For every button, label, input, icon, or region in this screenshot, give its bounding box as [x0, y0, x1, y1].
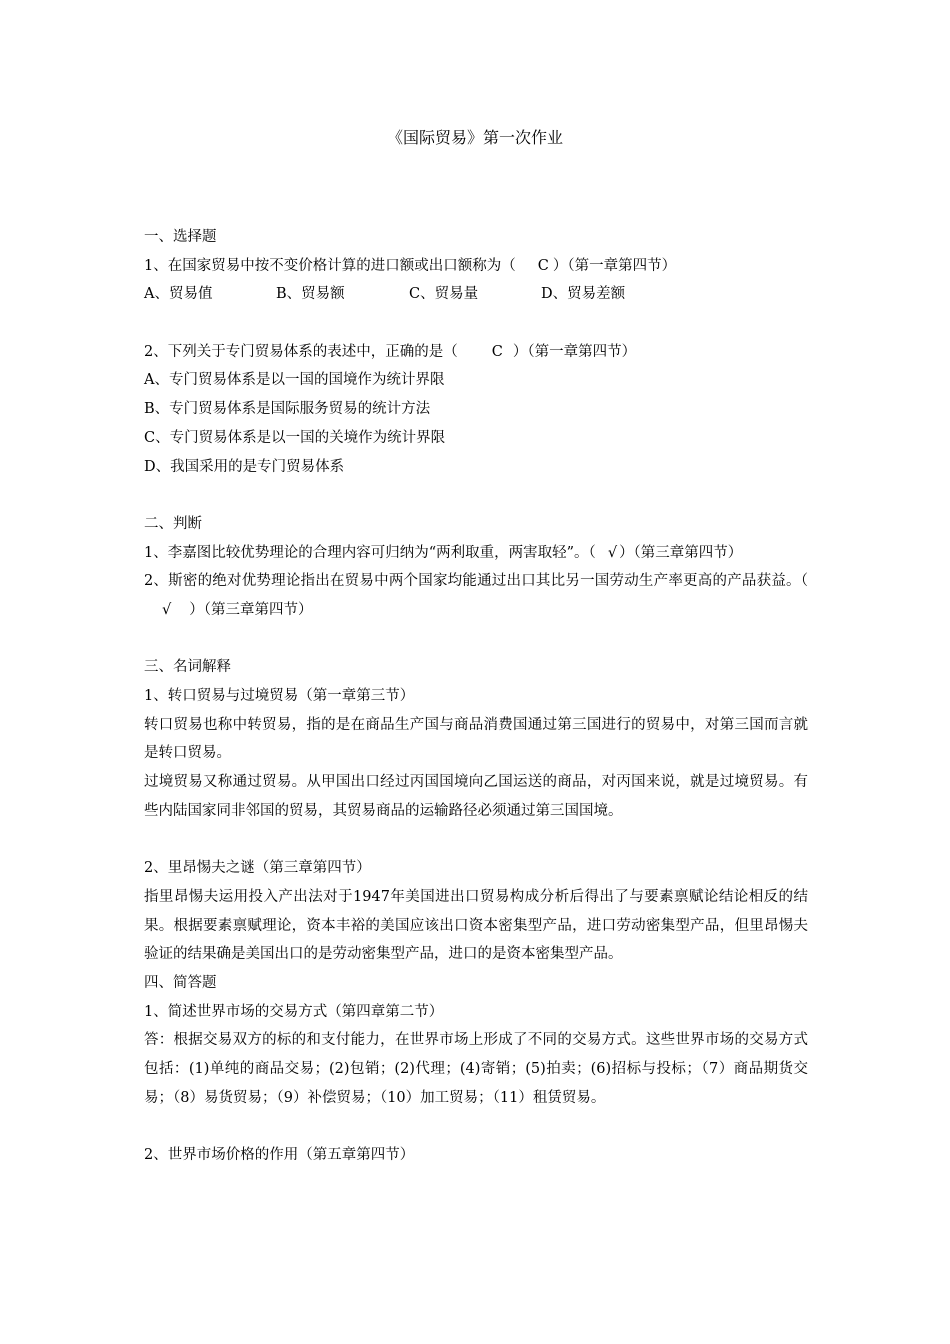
option-a: A、贸易值: [144, 286, 213, 303]
short-question-title: 1、简述世界市场的交易方式（第四章第二节）: [144, 1003, 444, 1020]
answer-text: C: [537, 257, 549, 274]
question-choice-1: [144, 252, 808, 281]
question-stem: 2、斯密的绝对优势理论指出在贸易中两个国家均能通过出口其比另一国劳动生产率更高的产品获益。（: [144, 573, 808, 590]
question-stem: 1、李嘉图比较优势理论的合理内容可归纳为“两利取重，两害取轻”。（: [144, 544, 596, 561]
question-source: ）（第一章第四节）: [552, 257, 677, 274]
term-title: 2、里昂惕夫之谜（第三章第四节）: [144, 860, 371, 877]
option-d: D、贸易差额: [541, 286, 626, 303]
question-judge-2: [144, 567, 808, 624]
answer-text: √: [162, 601, 172, 618]
short-question-title: 2、世界市场价格的作用（第五章第四节）: [144, 1147, 415, 1164]
options-row: [144, 280, 808, 309]
document-body: [144, 223, 808, 1170]
option-b: B、贸易额: [276, 286, 345, 303]
section-heading-choice: 一、选择题: [144, 229, 217, 245]
question-source: ）（第一章第四节）: [512, 343, 637, 360]
term-paragraph: 转口贸易也称中转贸易，指的是在商品生产国与商品消费国通过第三国进行的贸易中，对第三国而言就是转口贸易。: [144, 716, 808, 762]
term-paragraph: 过境贸易又称通过贸易。从甲国出口经过丙国国境向乙国运送的商品，对丙国来说，就是过境贸易。有些内陆国家同非邻国的贸易，其贸易商品的运输路径必须通过第三国国境。: [144, 774, 808, 819]
term-title: 1、转口贸易与过境贸易（第一章第三节）: [144, 688, 415, 705]
question-source: ）（第三章第四节）: [619, 544, 743, 561]
option-a: A、专门贸易体系是以一国的国境作为统计界限: [144, 372, 445, 389]
document-title: 《国际贸易》第一次作业: [386, 128, 563, 147]
section-heading-terms: 三、名词解释: [144, 659, 231, 676]
short-answer-paragraph: 答：根据交易双方的标的和支付能力，在世界市场上形成了不同的交易方式。这些世界市场的交易方式包括：(1)单纯的商品交易；(2)包销；(2)代理；(4)寄销；(5)拍卖；(6)招标与投标；（7）商品期货交易；（8）易货贸易；（9）补偿贸易；（10）加工贸易；（11）租赁贸易。: [144, 1032, 808, 1106]
option-b: B、专门贸易体系是国际服务贸易的统计方法: [144, 401, 431, 418]
option-c: C、贸易量: [409, 286, 479, 303]
question-stem: 2、下列关于专门贸易体系的表述中，正确的是（: [144, 343, 458, 360]
option-c: C、专门贸易体系是以一国的关境作为统计界限: [144, 429, 446, 446]
section-heading-short: 四、简答题: [144, 975, 217, 992]
answer-text: √: [607, 544, 618, 561]
question-source: ）（第三章第四节）: [189, 601, 313, 618]
question-judge-1: [144, 539, 808, 568]
term-paragraph: 指里昂惕夫运用投入产出法对于1947年美国进出口贸易构成分析后得出了与要素禀赋论结论相反的结果。根据要素禀赋理论，资本丰裕的美国应该出口资本密集型产品，进口劳动密集型产品，但里昂惕夫验证的结果确是美国出口的是劳动密集型产品，进口的是资本密集型产品。: [144, 888, 808, 963]
question-stem: 1、在国家贸易中按不变价格计算的进口额或出口额称为（: [144, 257, 516, 274]
section-heading-judge: 二、判断: [144, 515, 202, 532]
question-choice-2: [144, 338, 808, 367]
option-d: D、我国采用的是专门贸易体系: [144, 458, 345, 475]
answer-text: C: [491, 343, 503, 360]
